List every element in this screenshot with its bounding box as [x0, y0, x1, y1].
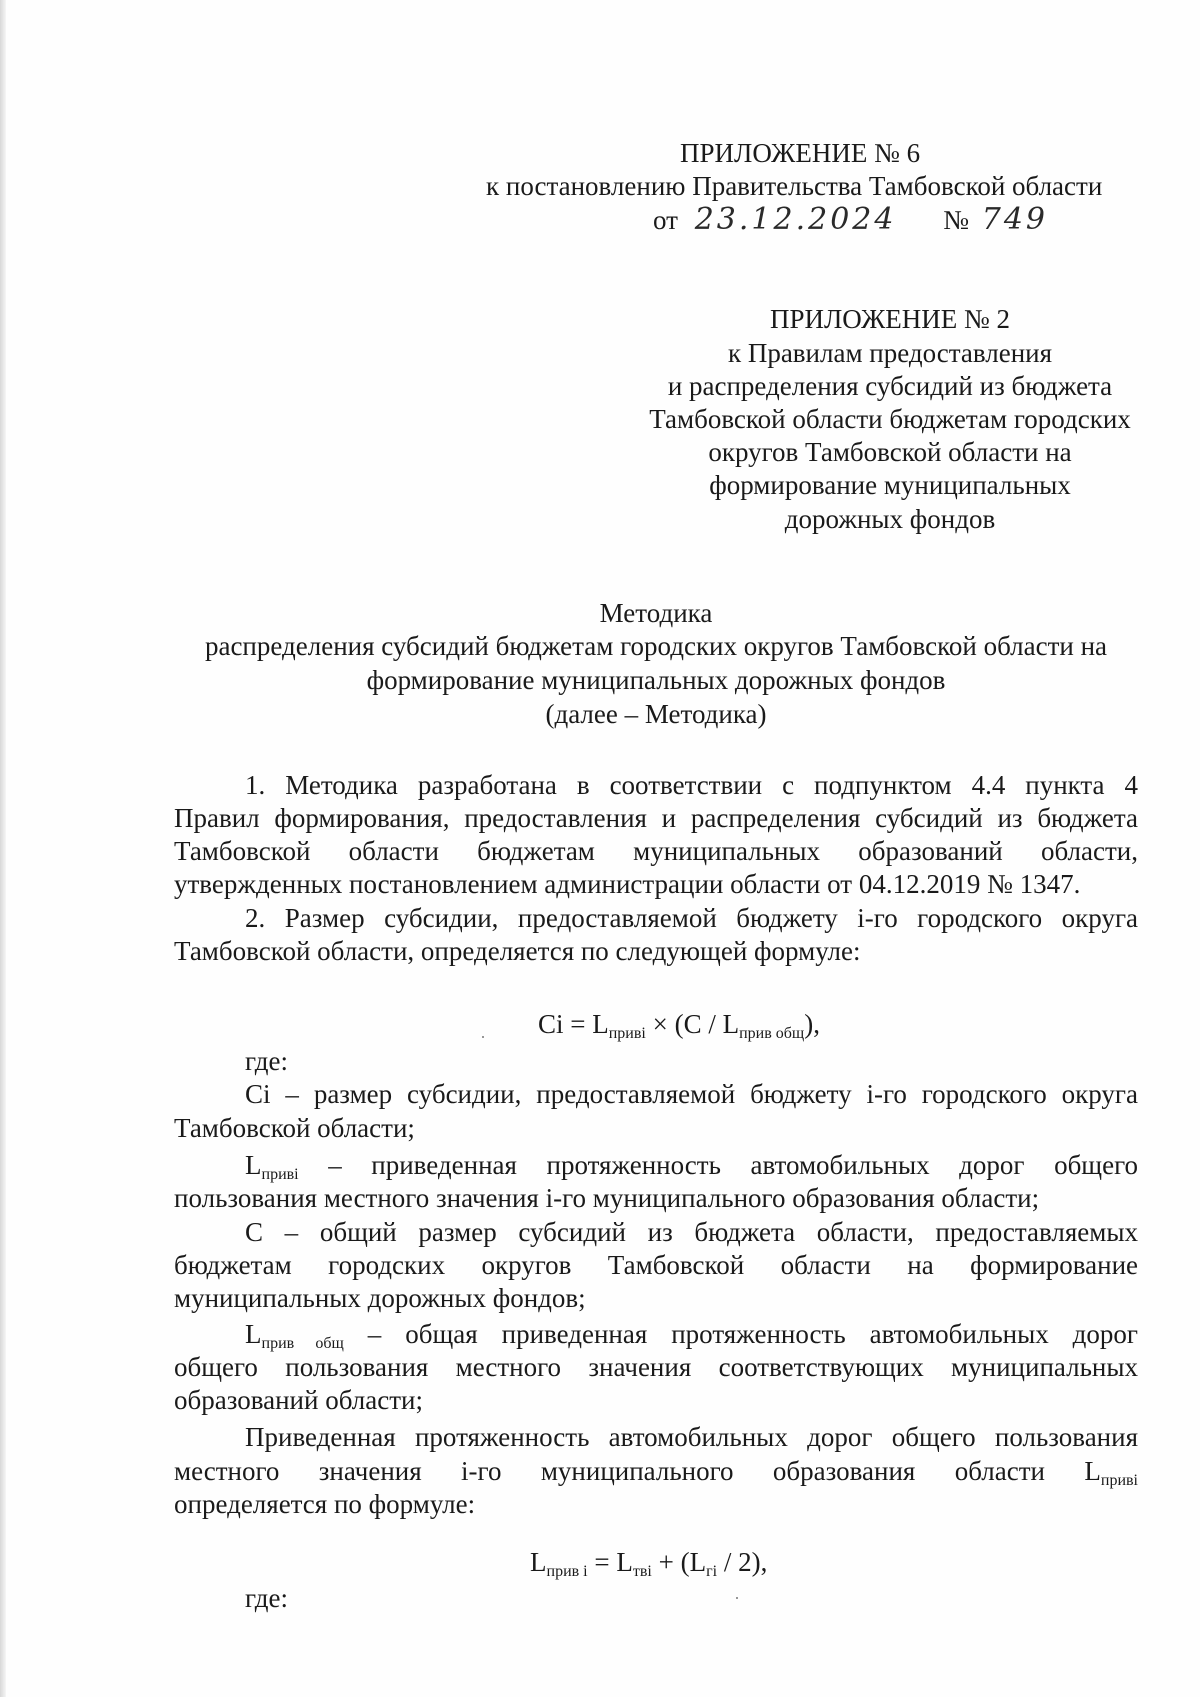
- definition-line: пользования местного значения i-го муниципального образования области;: [174, 1183, 1040, 1213]
- definition-line: образований области;: [174, 1385, 423, 1415]
- formula-part: = L: [587, 1547, 633, 1577]
- formula-part: × (C / L: [645, 1009, 740, 1039]
- formula-subscript: прив общ: [739, 1025, 805, 1042]
- formula-subsidy: [538, 1008, 820, 1041]
- appendix2-line: округов Тамбовской области на: [708, 437, 1072, 467]
- paragraph-3-line: определяется по формуле:: [174, 1489, 476, 1519]
- appendix2-line: дорожных фондов: [784, 504, 996, 534]
- paragraph-1-line: утвержденных постановлением администрации области от 04.12.2019 № 1347.: [174, 869, 1081, 899]
- formula-part: + (L: [651, 1547, 707, 1577]
- appendix6-title: ПРИЛОЖЕНИЕ № 6: [680, 138, 921, 168]
- formula-part: Ci = L: [538, 1009, 609, 1039]
- appendix2-line: к Правилам предоставления: [727, 338, 1053, 368]
- paragraph-3-line: Приведенная протяженность автомобильных дорог общего пользования: [245, 1422, 1138, 1452]
- appendix2-title: ПРИЛОЖЕНИЕ № 2: [769, 304, 1011, 334]
- symbol-subscript: привi: [1100, 1472, 1138, 1489]
- formula-part: L: [530, 1547, 547, 1577]
- scan-edge: [0, 0, 6, 1697]
- paragraph-1-line: 1. Методика разработана в соответствии с подпунктом 4.4 пункта 4: [245, 770, 1138, 800]
- paragraph-2-line: 2. Размер субсидии, предоставляемой бюджету i-го городского округа: [245, 903, 1138, 933]
- appendix2-line: формирование муниципальных: [709, 470, 1071, 500]
- paragraph-1-line: Тамбовской области бюджетам муниципальных образований области,: [174, 836, 1138, 866]
- paragraph-1-line: Правил формирования, предоставления и распределения субсидий из бюджета: [174, 803, 1138, 833]
- paragraph-3-line: [174, 1455, 1138, 1488]
- where-label: где:: [245, 1583, 288, 1613]
- appendix6-resolution: к постановлению Правительства Тамбовской области: [486, 171, 1103, 201]
- symbol: L: [245, 1150, 262, 1180]
- doc-title: Методика: [599, 598, 713, 628]
- definition-text: – приведенная протяженность автомобильных дорог общего: [298, 1150, 1138, 1180]
- definition-line: Тамбовской области;: [174, 1113, 415, 1143]
- formula-part: ),: [804, 1009, 820, 1039]
- doc-subtitle: распределения субсидий бюджетам городских округов Тамбовской области на: [204, 631, 1108, 661]
- number-label: №: [943, 205, 969, 235]
- ot-label: от: [653, 205, 678, 235]
- definition-line: общего пользования местного значения соответствующих муниципальных: [174, 1352, 1138, 1382]
- appendix2-line: Тамбовской области бюджетам городских: [649, 404, 1131, 434]
- handwritten-date: 23.12.2024: [694, 202, 897, 237]
- definition-line: бюджетам городских округов Тамбовской области на формирование: [174, 1250, 1138, 1280]
- definition-line: муниципальных дорожных фондов;: [174, 1283, 586, 1313]
- formula-part: / 2),: [717, 1547, 768, 1577]
- doc-subtitle: формирование муниципальных дорожных фондов: [366, 665, 946, 695]
- formula-subscript: прив i: [546, 1563, 588, 1580]
- where-label: где:: [245, 1046, 288, 1076]
- handwritten-number: 749: [981, 202, 1049, 237]
- doc-subtitle-note: (далее – Методика): [545, 699, 767, 729]
- formula-reduced-length: [530, 1546, 767, 1579]
- appendix2-line: и распределения субсидий из бюджета: [667, 371, 1113, 401]
- appendix6-date-line: [653, 203, 1048, 237]
- symbol-subscript: прив общ: [261, 1335, 344, 1352]
- definition-text: – общая приведенная протяженность автомобильных дорог: [343, 1319, 1138, 1349]
- formula-subscript: гi: [706, 1563, 718, 1580]
- paragraph-2-line: Тамбовской области, определяется по следующей формуле:: [174, 936, 861, 966]
- scan-speck: [482, 1036, 484, 1038]
- formula-subscript: твi: [632, 1563, 652, 1580]
- definition-line: [245, 1149, 1138, 1182]
- scan-speck: [736, 1597, 738, 1599]
- definition-line: Ci – размер субсидии, предоставляемой бюджету i-го городского округа: [245, 1079, 1138, 1109]
- paragraph-text: местного значения i-го муниципального образования области L: [174, 1456, 1101, 1486]
- symbol-subscript: привi: [261, 1166, 299, 1183]
- definition-line: С – общий размер субсидий из бюджета области, предоставляемых: [245, 1217, 1138, 1247]
- formula-subscript: привi: [608, 1025, 646, 1042]
- symbol: L: [245, 1319, 262, 1349]
- definition-line: [245, 1318, 1138, 1351]
